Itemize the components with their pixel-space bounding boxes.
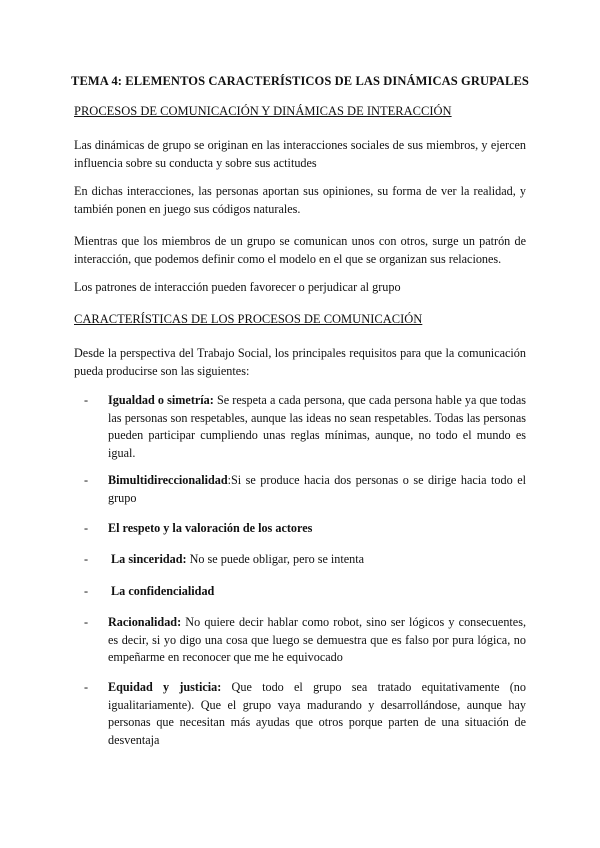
paragraph: Las dinámicas de grupo se originan en las interacciones sociales de sus miembros, y ejercen influencia sobre su conducta y sobre sus actitudes (74, 138, 526, 170)
list-item: - Igualdad o simetría: Se respeta a cada persona, que cada persona hable ya que todas las personas son respetables, aunque las ideas no sean respetables. Todas las personas pueden participar cumpliendo unas reglas mínimas, aunque, no todo el mundo es igual. (84, 393, 526, 460)
paragraph: Mientras que los miembros de un grupo se comunican unos con otros, surge un patrón de interacción, que podemos definir como el modelo en el que se organizan sus relaciones. (74, 234, 526, 266)
item-term: Racionalidad: (108, 615, 182, 629)
item-text: Que todo el grupo sea tratado equitativamente (no igualitariamente). Que el grupo vaya madurando y desarrollándose, aunque hay personas que necesitan más ayudas que otros porque parten de una situación de desventaja (108, 680, 526, 747)
list-item: - Bimultidireccionalidad:Si se produce hacia dos personas o se dirige hacia todo el grupo (84, 473, 526, 505)
item-term: La confidencialidad (108, 584, 215, 598)
item-term: Igualdad o simetría: (108, 393, 214, 407)
paragraph: En dichas interacciones, las personas aportan sus opiniones, su forma de ver la realidad, y también ponen en juego sus códigos naturales. (74, 184, 526, 216)
item-text: Se respeta a cada persona, que cada persona hable ya que todas las personas son respetables, aunque las ideas no sean respetables. Todas las personas pueden participar cumpliendo unas reglas mínimas, aunque, no todo el mundo es igual. (108, 393, 526, 460)
paragraph: Los patrones de interacción pueden favorecer o perjudicar al grupo (74, 280, 401, 294)
item-text: :Si se produce hacia dos personas o se dirige hacia todo el grupo (108, 473, 526, 505)
item-term: Bimultidireccionalidad (108, 473, 228, 487)
document-title: TEMA 4: ELEMENTOS CARACTERÍSTICOS DE LAS DINÁMICAS GRUPALES (71, 74, 529, 88)
item-term: El respeto y la valoración de los actores (108, 521, 313, 535)
item-text: No se puede obligar, pero se intenta (186, 552, 365, 566)
list-item: - Racionalidad: No quiere decir hablar como robot, sino ser lógicos y consecuentes, es decir, si yo digo una cosa que luego se demuestra que es falso por pura lógica, no empeñarme en reconocer que me he equivocado (84, 615, 526, 664)
list-item: - La confidencialidad (84, 584, 215, 598)
section-heading-comunicacion: PROCESOS DE COMUNICACIÓN Y DINÁMICAS DE INTERACCIÓN (74, 104, 452, 118)
item-term: La sinceridad: (108, 552, 187, 566)
list-item: - Equidad y justicia: Que todo el grupo sea tratado equitativamente (no igualitariamente). Que el grupo vaya madurando y desarrollándose, aunque hay personas que necesitan más ayudas que otros porque parten de una situación de desventaja (84, 680, 526, 747)
item-text: No quiere decir hablar como robot, sino ser lógicos y consecuentes, es decir, si yo digo una cosa que luego se demuestra que es falso por pura lógica, no empeñarme en reconocer que me he equivocado (108, 615, 526, 664)
list-item: - El respeto y la valoración de los actores (84, 521, 313, 535)
section-heading-caracteristicas: CARACTERÍSTICAS DE LOS PROCESOS DE COMUNICACIÓN (74, 312, 423, 326)
intro-paragraph: Desde la perspectiva del Trabajo Social, los principales requisitos para que la comunicación pueda producirse son las siguientes: (74, 346, 526, 378)
list-item: - La sinceridad: No se puede obligar, pero se intenta (84, 552, 365, 566)
item-term: Equidad y justicia: (108, 680, 222, 694)
